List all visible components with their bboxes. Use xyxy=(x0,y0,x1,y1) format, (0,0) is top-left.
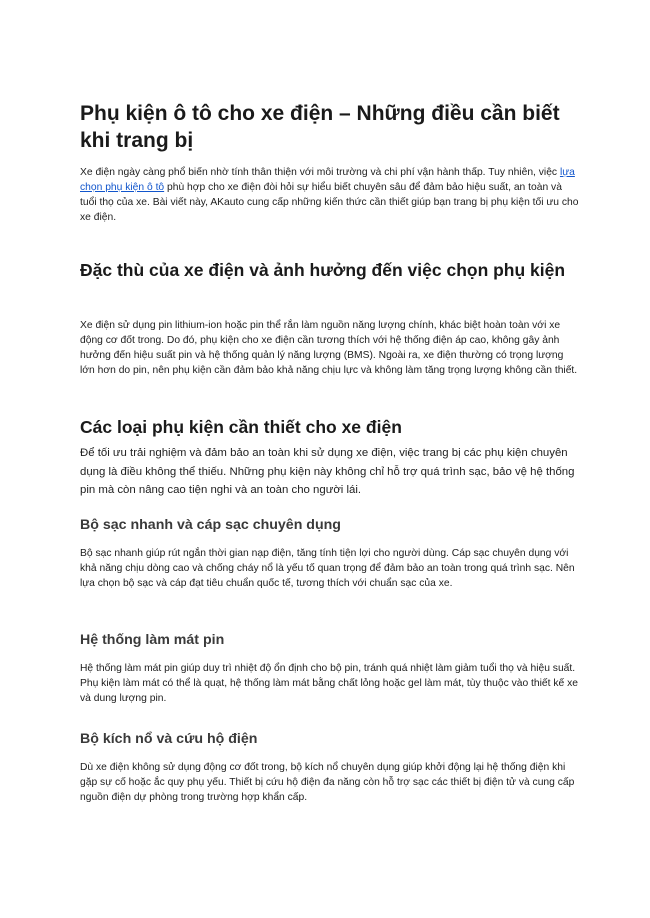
intro-paragraph xyxy=(80,165,580,225)
fast-charger-heading: Bộ sạc nhanh và cáp sạc chuyên dụng xyxy=(80,517,341,533)
jump-starter-paragraph: Dù xe điện không sử dụng động cơ đốt trong, bộ kích nổ chuyên dụng giúp khởi động lại hệ thống điện khi gặp sự cố hoặc ắc quy phụ yếu. Thiết bị cứu hộ điện đa năng còn hỗ trợ sạc các thiết bị điện tử và cung cấp nguồn điện dự phòng trong trường hợp khẩn cấp. xyxy=(80,762,575,803)
battery-cooling-paragraph: Hệ thống làm mát pin giúp duy trì nhiệt độ ổn định cho bộ pin, tránh quá nhiệt làm giảm tuổi thọ và hiệu suất. Phụ kiện làm mát có thể là quạt, hệ thống làm mát bằng chất lỏng hoặc gel làm mát, tùy thuộc vào thiết kế xe và dung lượng pin. xyxy=(80,663,578,704)
battery-cooling-heading: Hệ thống làm mát pin xyxy=(80,632,225,648)
section2-paragraph: Để tối ưu trải nghiệm và đảm bảo an toàn khi sử dụng xe điện, việc trang bị các phụ kiện chuyên dụng là điều không thể thiếu. Những phụ kiện này không chỉ hỗ trợ quá trình sạc, bảo vệ hệ thống pin mà còn nâng cao tiện nghi và an toàn cho người lái. xyxy=(80,447,575,496)
accessory-selection-link[interactable]: lựa chọn phụ kiện ô tô xyxy=(80,167,575,193)
section1-paragraph: Xe điện sử dụng pin lithium-ion hoặc pin thể rắn làm nguồn năng lượng chính, khác biệt hoàn toàn với xe động cơ đốt trong. Do đó, phụ kiện cho xe điện cần tương thích với hệ thống điện áp cao, không gây ảnh hưởng đến hiệu suất pin và hệ thống quản lý năng lượng (BMS). Ngoài ra, xe điện thường có trọng lượng lớn hơn do pin, nên phụ kiện cần đảm bảo khả năng chịu lực và không làm tăng trọng lượng không cần thiết. xyxy=(80,320,578,376)
page-title: Phụ kiện ô tô cho xe điện – Những điều cần biết khi trang bị xyxy=(80,102,560,152)
intro-text-before: Xe điện ngày càng phổ biến nhờ tính thân thiện với môi trường và chi phí vận hành thấp. Tuy nhiên, việc xyxy=(80,167,560,178)
jump-starter-heading: Bộ kích nổ và cứu hộ điện xyxy=(80,731,258,747)
fast-charger-paragraph: Bộ sạc nhanh giúp rút ngắn thời gian nạp điện, tăng tính tiện lợi cho người dùng. Cáp sạc chuyên dụng với khả năng chịu dòng cao và chống cháy nổ là yếu tố quan trọng để đảm bảo an toàn trong quá trình sạc. Nên lựa chọn bộ sạc và cáp đạt tiêu chuẩn quốc tế, tương thích với chuẩn sạc của xe. xyxy=(80,548,575,589)
section1-heading: Đặc thù của xe điện và ảnh hưởng đến việc chọn phụ kiện xyxy=(80,260,566,280)
section2-heading: Các loại phụ kiện cần thiết cho xe điện xyxy=(80,417,402,437)
intro-text-after: phù hợp cho xe điện đòi hỏi sự hiểu biết chuyên sâu để đảm bảo hiệu suất, an toàn và tuổi thọ của xe. Bài viết này, AKauto cung cấp những kiến thức cần thiết giúp bạn trang bị phụ kiện tối ưu cho xe điện. xyxy=(80,182,579,223)
